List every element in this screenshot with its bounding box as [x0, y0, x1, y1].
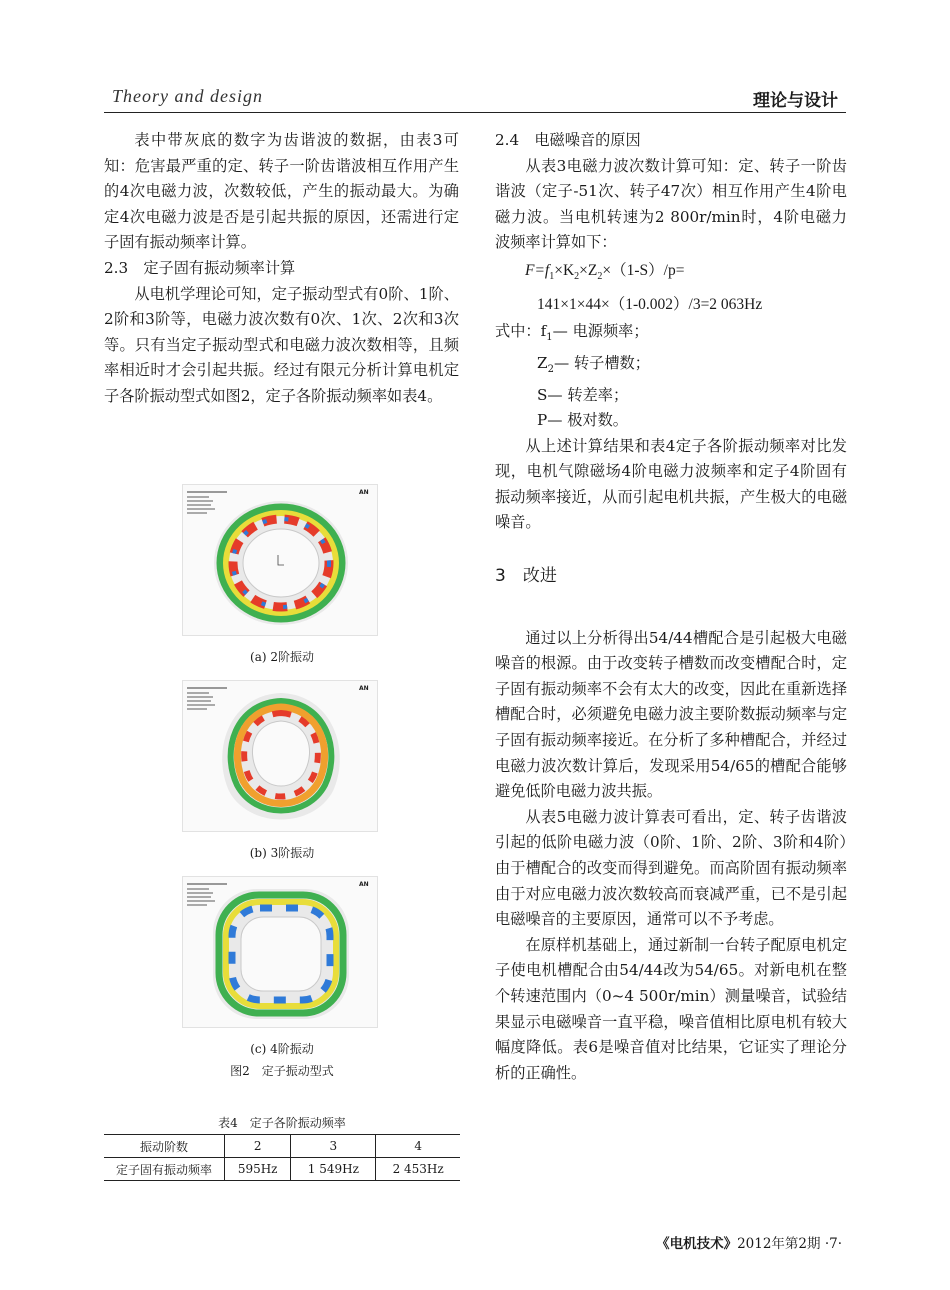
table-header-cell: 振动阶数 — [104, 1135, 225, 1158]
section-heading-3: 3 改进 — [495, 566, 557, 587]
table-cell: 定子固有振动频率 — [104, 1158, 225, 1181]
table-header-cell: 3 — [291, 1135, 376, 1158]
where-line-2: $Z_2—$ 转子槽数； — [537, 353, 650, 375]
section-heading-2-3: 2.3 定子固有振动频率计算 — [104, 258, 296, 277]
where-line-4: P— 极对数。 — [537, 411, 628, 430]
table-cell: 1 549Hz — [291, 1158, 376, 1181]
table-4 — [104, 1134, 460, 1181]
svg-text:AN: AN — [359, 881, 369, 888]
paragraph: 从上述计算结果和表4定子各阶振动频率对比发现，电机气隙磁场4阶电磁力波频率和定子4阶固有振动频率接近，从而引起电机共振，产生极大的电磁噪音。 — [495, 436, 847, 532]
figure-2c-mode-shape — [182, 876, 378, 1028]
svg-text:AN: AN — [359, 685, 369, 692]
paragraph: 表中带灰底的数字为齿谐波的数据，由表3可知：危害最严重的定、转子一阶齿谐波相互作用产生的4次电磁力波，次数较低，产生的振动最大。为确定4次电磁力波是否是引起共振的原因，还需进行定子固有振动频率计算。 — [104, 131, 459, 252]
left-column — [104, 128, 459, 410]
paragraph: 从表3电磁力波次数计算可知：定、转子一阶齿谐波（定子-51次、转子47次）相互作用产生4阶电磁力波。当电机转速为2 800r/min时，4阶电磁力波频率计算如下： — [495, 156, 847, 252]
table-cell: 2 453Hz — [376, 1158, 460, 1181]
where-line-3: S— 转差率； — [537, 385, 629, 404]
paragraph: 在原样机基础上，通过新制一台转子配原电机定子使电机槽配合由54/44改为54/65。对新电机在整个转速范围内（0~4 500r/min）测量噪音，试验结果显示电磁噪音一直平稳，噪音值相比原电机有较大幅度降低。表6是噪音值对比结果，它证实了理论分析的正确性。 — [495, 935, 847, 1082]
paragraph: 通过以上分析得出54/44槽配合是引起极大电磁噪音的根源。由于改变转子槽数而改变槽配合时，定子固有振动频率不会有太大的改变，因此在重新选择槽配合时，必须避免电磁力波主要阶数振动频率与定子固有振动频率接近。在分析了多种槽配合，并经过电磁力波次数计算后，发现采用54/65的槽配合能够避免低阶电磁力波共振。 — [495, 628, 847, 801]
table-cell: 595Hz — [225, 1158, 291, 1181]
figure-2c-caption: (c) 4阶振动 — [250, 1042, 314, 1056]
figure-2b-mode-shape — [182, 680, 378, 832]
running-header-right: 理论与设计 — [753, 91, 838, 111]
formula-line-2: 141×1×44×（1-0.002）/3=2 063Hz — [537, 295, 763, 313]
section-heading-2-4: 2.4 电磁噪音的原因 — [495, 131, 641, 149]
where-line-1: 式中：$f_1—$ 电源频率； — [495, 322, 649, 344]
svg-text:AN: AN — [359, 489, 369, 496]
table-row — [104, 1158, 460, 1181]
figure-2a-mode-shape — [182, 484, 378, 636]
right-column — [495, 128, 847, 1086]
paragraph: 从电机学理论可知，定子振动型式有0阶、1阶、2阶和3阶等，电磁力波次数有0次、1次、2次和3次等。只有当定子振动型式和电磁力波次数相等，且频率相近时才会引起共振。经过有限元分析计算电机定子各阶振动型式如图2，定子各阶振动频率如表4。 — [104, 284, 459, 405]
page-footer: 《电机技术》2012年第2期 ·7· — [656, 1236, 842, 1252]
table-header-cell: 2 — [225, 1135, 291, 1158]
table-header-cell: 4 — [376, 1135, 460, 1158]
paragraph: 从表5电磁力波计算表可看出，定、转子齿谐波引起的低阶电磁力波（0阶、1阶、2阶、3阶和4阶）由于槽配合的改变而得到避免。而高阶固有振动频率由于对应电磁力波次数较高而衰减严重，已不是引起电磁噪音的主要原因，通常可以不予考虑。 — [495, 807, 847, 929]
table-4-caption: 表4 定子各阶振动频率 — [218, 1116, 346, 1130]
header-rule — [104, 112, 846, 113]
table-header-row — [104, 1135, 460, 1158]
figure-2b-caption: (b) 3阶振动 — [249, 846, 315, 860]
formula-line-1: $F=f_1\times K_2\times Z_2\times(1-S)/p=$ — [525, 261, 685, 283]
figure-2-title: 图2 定子振动型式 — [230, 1064, 334, 1078]
figure-2a-caption: (a) 2阶振动 — [250, 650, 314, 664]
running-header-left: Theory and design — [112, 86, 263, 106]
